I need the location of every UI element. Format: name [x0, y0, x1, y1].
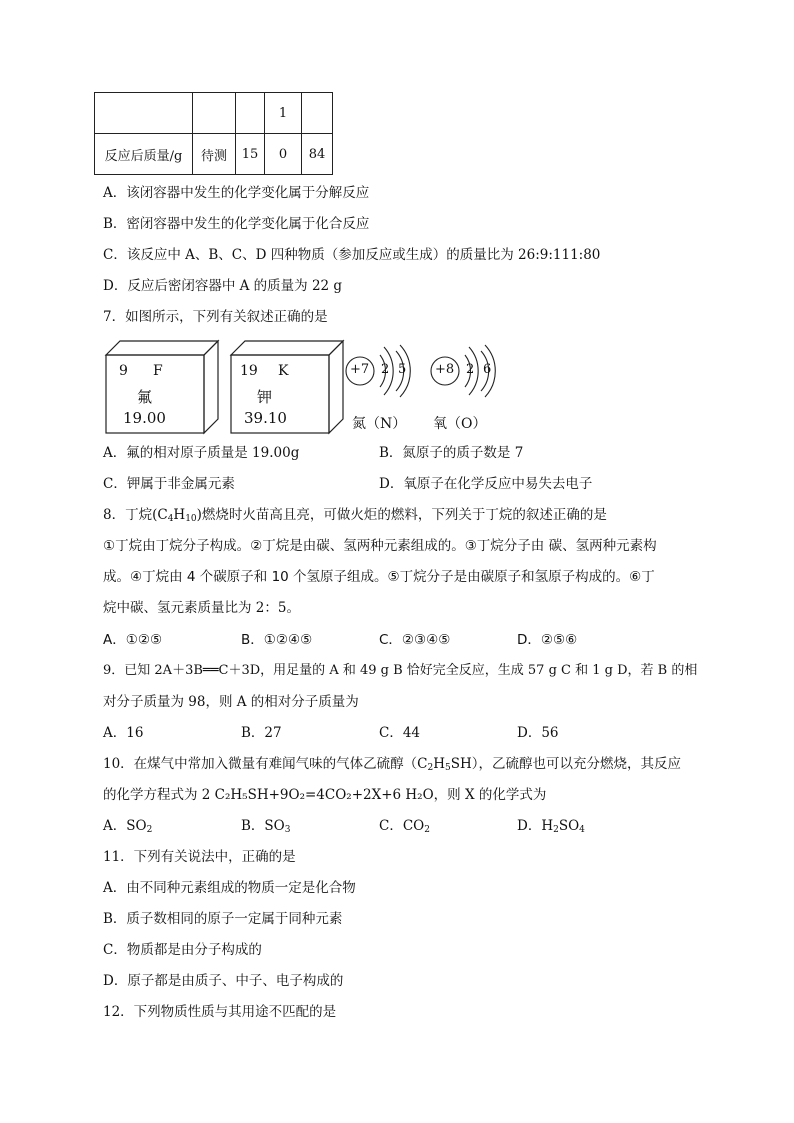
q8-option-c: C．②③④⑤ — [379, 632, 451, 648]
oxygen-label: 氧（O） — [433, 416, 487, 432]
subscript: 2 — [424, 825, 430, 835]
table-cell: 0 — [265, 134, 302, 175]
q7-option-d: D．氧原子在化学反应中易失去电子 — [379, 476, 593, 492]
q9-stem-line-1: 9．已知 2A＋3B══C＋3D，用足量的 A 和 49 g B 恰好完全反应，生成 57 g C 和 1 g D，若 B 的相 — [103, 663, 698, 678]
table-cell: 15 — [236, 134, 265, 175]
q6-option-b: B．密闭容器中发生的化学变化属于化合反应 — [103, 216, 370, 232]
table-row — [95, 134, 333, 175]
element-symbol: F — [153, 363, 163, 379]
shell-2-electrons: 5 — [398, 362, 407, 377]
mass-table — [94, 92, 333, 175]
table-cell — [236, 93, 265, 134]
q11-option-b: B．质子数相同的原子一定属于同种元素 — [103, 911, 343, 927]
q8-option-b: B．①②④⑤ — [241, 632, 313, 648]
q10-option-d — [517, 816, 585, 840]
table-cell: 待测 — [193, 134, 236, 175]
q10-stem-text: 10．在煤气中常加入微量有难闻气味的气体乙硫醇（C — [103, 756, 428, 772]
table-cell — [95, 93, 193, 134]
nitrogen-atom-diagram — [344, 341, 414, 401]
atomic-mass: 19.00 — [123, 409, 166, 427]
q9-option-c: C．44 — [379, 725, 421, 741]
element-name: 氟 — [137, 388, 153, 406]
atomic-number: 19 — [240, 363, 258, 379]
option-text: A．SO — [103, 818, 147, 834]
q8-stem-text: H — [173, 507, 186, 523]
q6-option-c: C．该反应中 A、B、C、D 四种物质（参加反应或生成）的质量比为 26:9:111:80 — [103, 247, 601, 263]
q10-stem-line-2: 的化学方程式为 2 C₂H₅SH+9O₂=4CO₂+2X+6 H₂O，则 X 的化学式为 — [103, 787, 547, 803]
q12-stem: 12．下列物质性质与其用途不匹配的是 — [103, 1004, 337, 1020]
nucleus-charge: +7 — [350, 362, 370, 377]
option-text: D．H — [517, 818, 554, 834]
q10-stem-line-1 — [103, 754, 681, 778]
q9-option-d: D．56 — [517, 725, 559, 741]
option-text: C．CO — [379, 818, 425, 834]
q9-option-b: B．27 — [241, 725, 282, 741]
q8-stem-text: 8．丁烷(C — [103, 507, 168, 523]
q7-option-a: A．氟的相对原子质量是 19.00g — [103, 445, 300, 461]
table-cell: 反应后质量/g — [95, 134, 193, 175]
table-cell: 1 — [265, 93, 302, 134]
shell-1-electrons: 2 — [466, 362, 475, 377]
table-cell: 84 — [302, 134, 333, 175]
element-card-fluorine — [106, 341, 218, 433]
q11-option-c: C．物质都是由分子构成的 — [103, 942, 262, 958]
oxygen-atom-diagram — [429, 341, 499, 401]
nitrogen-label: 氮（N） — [352, 416, 407, 432]
atomic-mass: 39.10 — [244, 409, 287, 427]
q10-option-b — [241, 816, 290, 840]
shell-1-electrons: 2 — [381, 362, 390, 377]
q8-statements-line-1: ①丁烷由丁烷分子构成。②丁烷是由碳、氢两种元素组成的。③丁烷分子由 碳、氢两种元素构 — [103, 538, 657, 554]
shell-2-electrons: 6 — [483, 362, 492, 377]
subscript: 4 — [167, 514, 174, 524]
q7-option-b: B．氮原子的质子数是 7 — [379, 445, 524, 461]
subscript: 2 — [146, 825, 153, 835]
table-row — [95, 93, 333, 134]
q7-option-c: C．钾属于非金属元素 — [103, 476, 235, 492]
table-cell — [193, 93, 236, 134]
q8-option-a: A．①②⑤ — [103, 632, 163, 648]
subscript: 4 — [579, 825, 585, 835]
q11-option-d: D．原子都是由质子、中子、电子构成的 — [103, 973, 344, 989]
option-text: SO — [558, 818, 580, 834]
subscript: 2 — [553, 825, 559, 835]
q9-stem-line-2: 对分子质量为 98，则 A 的相对分子质量为 — [103, 694, 359, 710]
q8-statements-line-3: 烷中碳、氢元素质量比为 2：5。 — [103, 600, 300, 616]
q9-option-a: A．16 — [103, 725, 144, 741]
q8-stem-text: )燃烧时火苗高且亮，可做火炬的燃料，下列关于丁烷的叙述正确的是 — [196, 507, 607, 523]
q8-statements-line-2: 成。④丁烷由 4 个碳原子和 10 个氢原子组成。⑤丁烷分子是由碳原子和氢原子构成的。⑥丁 — [103, 569, 655, 585]
q8-stem — [103, 505, 607, 529]
q6-option-a: A．该闭容器中发生的化学变化属于分解反应 — [103, 185, 370, 201]
subscript: 10 — [185, 514, 197, 524]
q6-option-d: D．反应后密闭容器中 A 的质量为 22 g — [103, 278, 343, 294]
atomic-number: 9 — [119, 363, 128, 379]
element-name: 钾 — [257, 388, 273, 406]
q8-option-d: D．②⑤⑥ — [517, 632, 578, 648]
subscript: 3 — [284, 825, 291, 835]
q10-option-c — [379, 816, 430, 840]
subscript: 2 — [427, 763, 434, 773]
nucleus-charge: +8 — [435, 362, 455, 377]
q11-option-a: A．由不同种元素组成的物质一定是化合物 — [103, 880, 356, 896]
subscript: 5 — [445, 763, 451, 773]
q10-stem-text: SH），乙硫醇也可以充分燃烧，其反应 — [450, 756, 682, 772]
element-card-potassium — [231, 341, 343, 433]
q11-stem: 11．下列有关说法中，正确的是 — [103, 849, 296, 865]
q10-stem-text: H — [433, 756, 446, 772]
table-cell — [302, 93, 333, 134]
element-symbol: K — [278, 363, 289, 379]
q10-option-a — [103, 816, 152, 840]
q7-stem: 7．如图所示，下列有关叙述正确的是 — [103, 309, 328, 325]
option-text: B．SO — [241, 818, 285, 834]
